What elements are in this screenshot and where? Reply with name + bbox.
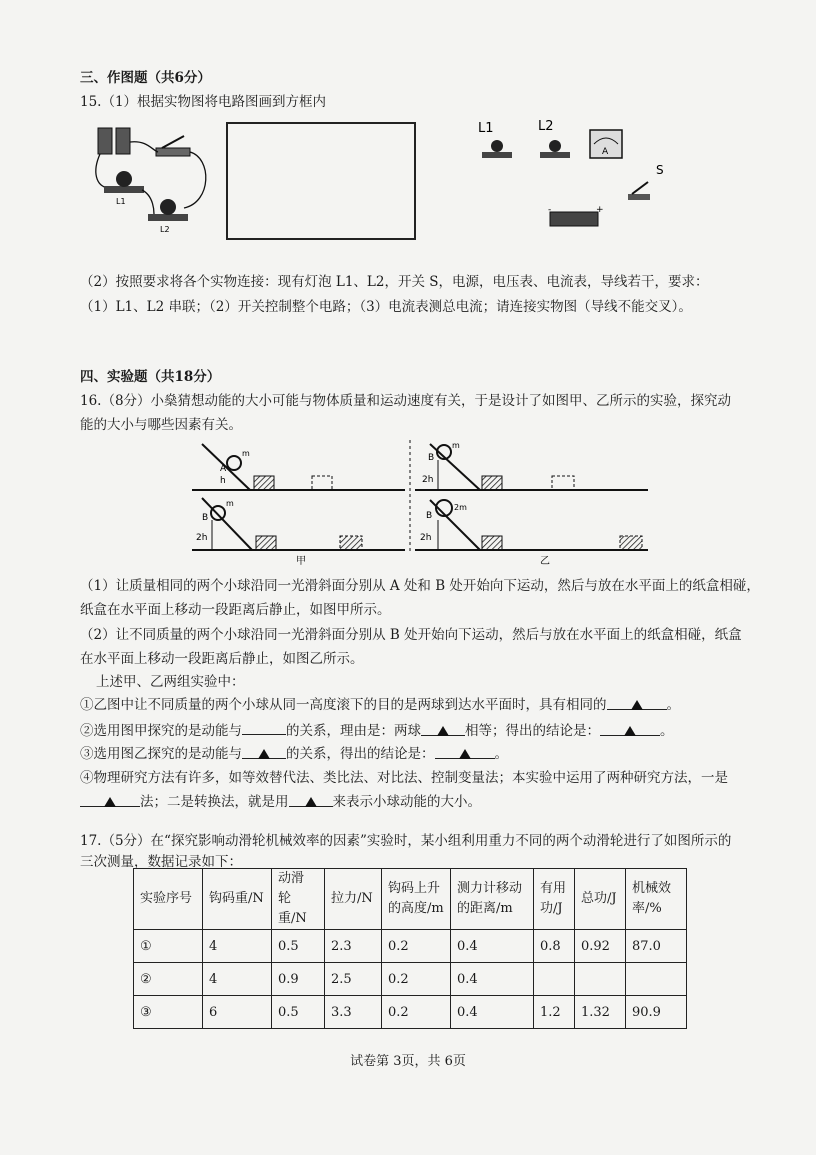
switch-icon: [156, 136, 190, 156]
triangle-icon: [104, 797, 116, 807]
q15-part1-text: 15.（1）根据实物图将电路图画到方框内: [80, 94, 327, 110]
header-cell: 拉力/N: [325, 869, 382, 930]
q16-intro-b: 能的大小与哪些因素有关。: [80, 417, 242, 433]
q17-intro-a: 17.（5分）在“探究影响动滑轮机械效率的因素”实验时，某小组利用重力不同的两个动滑轮进行了如图所示的: [80, 833, 732, 849]
q16-item-4b: 法；二是转换法，就是用 来表示小球动能的大小。: [80, 792, 746, 812]
q16-item-2: ②选用图甲探究的是动能与 的关系，理由是：两球 相等；得出的结论是： 。: [80, 720, 746, 741]
q17-intro-b: 三次测量，数据记录如下：: [80, 854, 242, 870]
svg-text:-: -: [548, 205, 552, 215]
table-cell: 0.2: [382, 963, 451, 996]
page-footer: 试卷第 3页，共 6页: [350, 1054, 466, 1069]
header-cell: 钩码重/N: [203, 869, 272, 930]
svg-text:m: m: [226, 499, 234, 508]
svg-text:2h: 2h: [422, 475, 434, 485]
fig-jia-bottom: [192, 498, 405, 566]
table-cell: ①: [134, 930, 203, 963]
section-4-heading: 四、实验题（共18分）: [80, 369, 221, 385]
fig-label-jia: 甲: [296, 556, 306, 566]
lamp-l2-component-icon: [540, 140, 570, 158]
header-cutoff: [350, 0, 470, 4]
table-cell: [575, 963, 626, 996]
header-cell: 机械效 率/%: [626, 869, 687, 930]
answer-blank-6[interactable]: [435, 744, 495, 759]
table-cell: 1.2: [534, 996, 575, 1029]
table-row: [134, 930, 687, 963]
label-s: S: [656, 163, 664, 177]
header-cell: 测力计移动 的距离/m: [451, 869, 534, 930]
kinetic-energy-figure: [190, 438, 650, 566]
q15-part2-text-b: （1）L1、L2 串联；（2）开关控制整个电路；（3）电流表测总电流；请连接实物图（导线不能交叉）。: [80, 299, 692, 315]
answer-blank-7[interactable]: [80, 792, 140, 807]
table-cell: 4: [203, 963, 272, 996]
lamp-l1-icon: [104, 171, 144, 193]
svg-text:2h: 2h: [420, 533, 432, 543]
answer-blank-1[interactable]: [607, 695, 667, 710]
svg-text:+: +: [596, 205, 604, 215]
q16-p2-b: 在水平面上移动一段距离后静止，如图乙所示。: [80, 651, 364, 667]
fig-label-yi: 乙: [540, 556, 550, 566]
answer-blank-2[interactable]: [242, 720, 286, 735]
triangle-icon: [631, 700, 643, 710]
triangle-icon: [305, 797, 317, 807]
triangle-icon: [437, 726, 449, 736]
header-cell: 钩码上升 的高度/m: [382, 869, 451, 930]
fig15-small-l2: L2: [160, 225, 170, 234]
q16-p1-b: 纸盒在水平面上移动一段距离后静止，如图甲所示。: [80, 602, 391, 618]
lamp-l1-component-icon: [482, 140, 512, 158]
svg-text:2h: 2h: [196, 533, 208, 543]
table-cell: [534, 963, 575, 996]
power-source-icon: [548, 205, 604, 226]
table-cell: [626, 963, 687, 996]
table-cell: 0.4: [451, 996, 534, 1029]
table-cell: 0.2: [382, 930, 451, 963]
section-3-heading: 三、作图题（共6分）: [80, 70, 211, 86]
table-cell: 0.8: [534, 930, 575, 963]
svg-text:m: m: [242, 449, 250, 458]
circuit-photo-figure: [92, 122, 222, 237]
fig15-small-l1: L1: [116, 197, 126, 206]
table-cell: 0.4: [451, 963, 534, 996]
components-figure: [470, 112, 690, 242]
battery-icon: [98, 128, 130, 154]
svg-text:A: A: [220, 464, 227, 474]
svg-text:B: B: [202, 513, 209, 523]
table-row: [134, 996, 687, 1029]
q15-part2-text-a: （2）按照要求将各个实物连接：现有灯泡 L1、L2，开关 S，电源，电压表、电流表，导线若干，要求：: [80, 274, 709, 290]
q16-item-1: ①乙图中让不同质量的两个小球从同一高度滚下的目的是两球到达水平面时，具有相同的 。: [80, 697, 680, 713]
table-header-row: [134, 869, 687, 930]
header-cell: 动滑 轮重/N: [272, 869, 325, 930]
triangle-icon: [258, 749, 270, 759]
table-cell: 2.5: [325, 963, 382, 996]
svg-text:B: B: [428, 453, 435, 463]
header-cell: 实验序号: [134, 869, 203, 930]
label-l1: L1: [478, 121, 494, 136]
table-cell: 90.9: [626, 996, 687, 1029]
table-cell: 0.2: [382, 996, 451, 1029]
table-cell: 3.3: [325, 996, 382, 1029]
ammeter-label: A: [602, 147, 609, 157]
switch-s-icon: [628, 182, 650, 200]
table-cell: ②: [134, 963, 203, 996]
drawing-box: [226, 122, 416, 240]
table-cell: 0.5: [272, 996, 325, 1029]
header-cell: 总功/J: [575, 869, 626, 930]
table-cell: 0.5: [272, 930, 325, 963]
triangle-icon: [459, 749, 471, 759]
q16-p1-a: （1）让质量相同的两个小球沿同一光滑斜面分别从 A 处和 B 处开始向下运动，然后与放在水平面上的纸盒相碰，: [80, 578, 760, 594]
answer-blank-8[interactable]: [289, 792, 333, 807]
table-cell: 4: [203, 930, 272, 963]
fig-jia-top: [192, 444, 405, 490]
table-cell: 2.3: [325, 930, 382, 963]
table-row: [134, 963, 687, 996]
ammeter-icon: [590, 130, 622, 158]
pulley-data-table: [133, 868, 687, 1029]
table-cell: ③: [134, 996, 203, 1029]
table-cell: 87.0: [626, 930, 687, 963]
table-cell: 6: [203, 996, 272, 1029]
table-cell: 0.92: [575, 930, 626, 963]
q16-item-3: ③选用图乙探究的是动能与 的关系，得出的结论是： 。: [80, 746, 508, 762]
triangle-icon: [624, 726, 636, 736]
q16-p3: 上述甲、乙两组实验中：: [96, 674, 245, 690]
label-l2: L2: [538, 119, 554, 134]
table-cell: 0.9: [272, 963, 325, 996]
svg-text:2m: 2m: [454, 503, 467, 512]
answer-blank-3[interactable]: [421, 721, 465, 736]
q16-intro-a: 16.（8分）小燊猜想动能的大小可能与物体质量和运动速度有关，于是设计了如图甲、乙所示的实验，探究动: [80, 393, 732, 409]
svg-text:B: B: [426, 511, 433, 521]
svg-text:m: m: [452, 441, 460, 450]
fig-yi-bottom: [415, 500, 648, 566]
q16-item-4a: ④物理研究方法有许多，如等效替代法、类比法、对比法、控制变量法；本实验中运用了两种研究方法，一是: [80, 770, 728, 786]
header-cell: 有用 功/J: [534, 869, 575, 930]
table-cell: 0.4: [451, 930, 534, 963]
q16-p2-a: （2）让不同质量的两个小球沿同一光滑斜面分别从 B 处开始向下运动，然后与放在水平面上的纸盒相碰，纸盒: [80, 627, 742, 643]
table-cell: 1.32: [575, 996, 626, 1029]
answer-blank-5[interactable]: [242, 744, 286, 759]
fig-yi-top: [415, 441, 648, 490]
answer-blank-4[interactable]: [600, 721, 660, 736]
svg-text:h: h: [220, 476, 226, 486]
